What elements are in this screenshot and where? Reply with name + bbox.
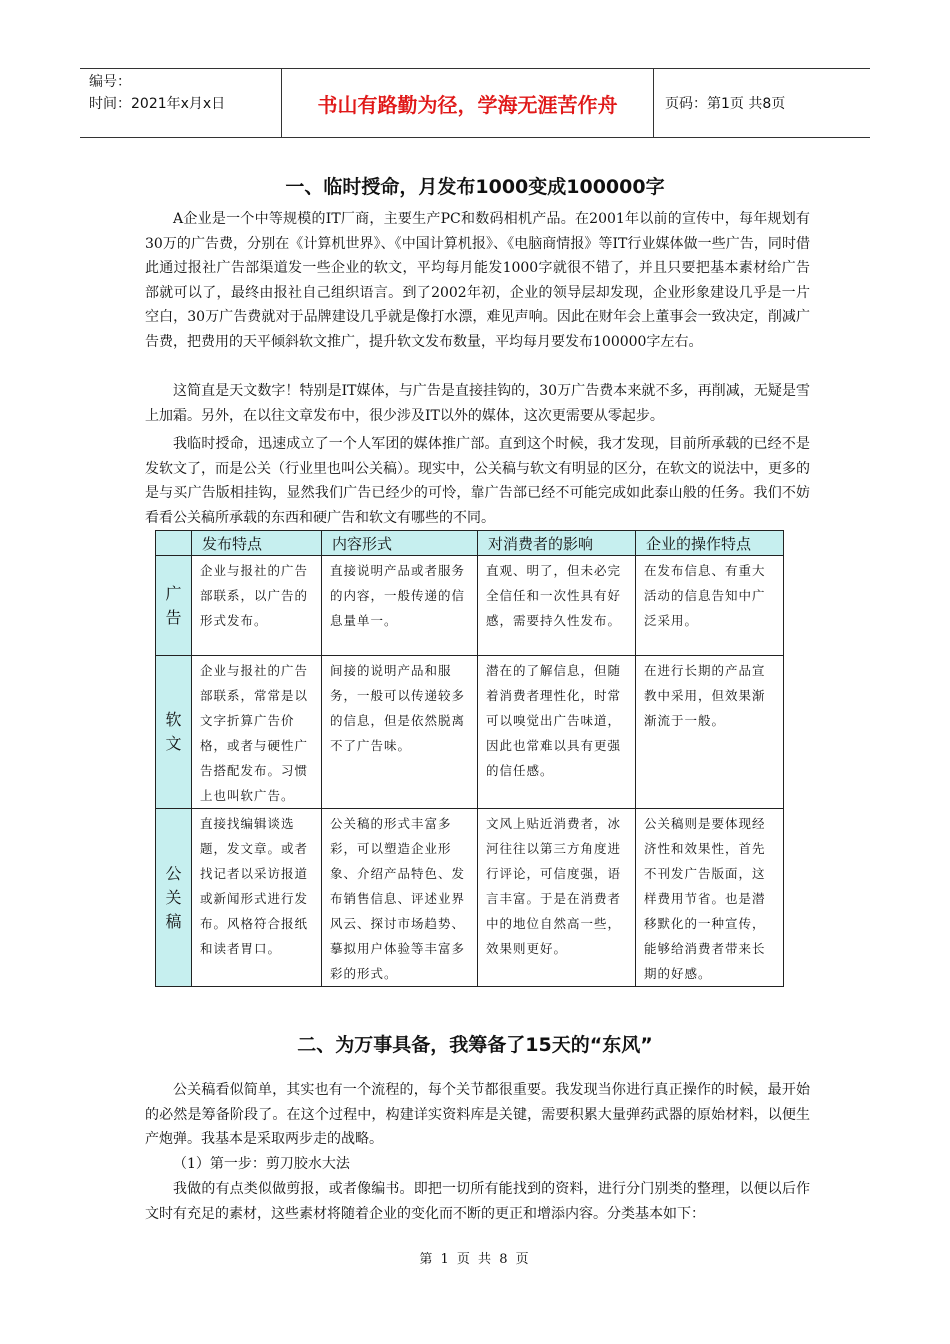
section1-paragraph-2: 这简直是天文数字！特别是IT媒体，与广告是直接挂钩的，30万广告费本来就不多，再削减，无疑是雪上加霜。另外，在以往文章发布中，很少涉及IT以外的媒体，这次更需要从零起步。	[145, 383, 810, 424]
table-cell: 在发布信息、有重大活动的信息告知中广泛采用。	[636, 556, 784, 656]
table-header-cell: 对消费者的影响	[478, 531, 636, 556]
table-header-row	[156, 531, 784, 556]
section1-paragraph-3: 我临时授命，迅速成立了一个人军团的媒体推广部。直到这个时候，我才发现，目前所承载的已经不是发软文了，而是公关（行业里也叫公关稿）。现实中，公关稿与软文有明显的区分，在软文的说法中，更多的是与买广告版相挂钩，显然我们广告已经少的可怜，靠广告部已经不可能完成如此泰山般的任务。我们不妨看看公关稿所承载的东西和硬广告和软文有哪些的不同。	[145, 436, 810, 526]
row-label-ad	[156, 556, 192, 656]
table-cell: 潜在的了解信息，但随着消费者理性化，时常可以嗅觉出广告味道，因此也常难以具有更强的信任感。	[478, 656, 636, 809]
table-corner-cell	[156, 531, 192, 556]
section1-title: 一、临时授命，月发布1000变成100000字	[285, 176, 665, 198]
section2-step-heading: （1）第一步：剪刀胶水大法	[173, 1156, 350, 1172]
header-number-label: 编号：	[89, 74, 131, 90]
table-cell: 企业与报社的广告部联系，常常是以文字折算广告价格，或者与硬性广告搭配发布。习惯上也叫软广告。	[192, 656, 322, 809]
table-cell: 间接的说明产品和服务，一般可以传递较多的信息，但是依然脱离不了广告味。	[322, 656, 478, 809]
table-cell: 直接找编辑谈选题，发文章。或者找记者以采访报道或新闻形式进行发布。风格符合报纸和读者胃口。	[192, 809, 322, 987]
section2-paragraph-2: 我做的有点类似做剪报，或者像编书。即把一切所有能找到的资料，进行分门别类的整理，以便以后作文时有充足的素材，这些素材将随着企业的变化而不断的更正和增添内容。分类基本如下：	[145, 1181, 810, 1222]
table-row	[156, 656, 784, 809]
section2-paragraph-1: 公关稿看似简单，其实也有一个流程的，每个关节都很重要。我发现当你进行真正操作的时候，最开始的必然是筹备阶段了。在这个过程中，构建详实资料库是关键，需要积累大量弹药武器的原始材料，以便生产炮弹。我基本是采取两步走的战略。	[145, 1082, 810, 1147]
table-cell: 公关稿的形式丰富多彩，可以塑造企业形象、介绍产品特色、发布销售信息、评述业界风云、探讨市场趋势、摹拟用户体验等丰富多彩的形式。	[322, 809, 478, 987]
row-label-text: 公关稿	[165, 863, 182, 931]
comparison-table	[155, 530, 784, 987]
table-cell: 公关稿则是要体现经济性和效果性，首先不刊发广告版面，这样费用节省。也是潜移默化的一种宣传，能够给消费者带来长期的好感。	[636, 809, 784, 987]
header-meta	[80, 69, 282, 137]
table-header-cell: 内容形式	[322, 531, 478, 556]
page-footer: 第 1 页 共 8 页	[419, 1252, 531, 1267]
row-label-text: 软文	[165, 710, 182, 753]
page-header	[80, 68, 870, 138]
table-row	[156, 809, 784, 987]
section2-title: 二、为万事具备，我筹备了15天的“东风”	[297, 1034, 653, 1056]
row-label-pr	[156, 809, 192, 987]
table-cell: 文风上贴近消费者，冰河往往以第三方角度进行评论，可信度强，语言丰富。于是在消费者中的地位自然高一些，效果则更好。	[478, 809, 636, 987]
section1-paragraph-1: A企业是一个中等规模的IT厂商，主要生产PC和数码相机产品。在2001年以前的宣传中，每年规划有30万的广告费，分别在《计算机世界》、《中国计算机报》、《电脑商情报》等IT行业媒体做一些广告，同时借此通过报社广告部渠道发一些企业的软文，平均每月能发1000字就很不错了，并且只要把基本素材给广告部就可以了，最终由报社自己组织语言。到了2002年初，企业的领导层却发现，企业形象建设几乎是一片空白，30万广告费就对于品牌建设几乎就是像打水漂，难见声响。因此在财年会上董事会一致决定，削减广告费，把费用的天平倾斜软文推广，提升软文发布数量，平均每月要发布100000字左右。	[145, 211, 810, 350]
table-cell: 直接说明产品或者服务的内容，一般传递的信息量单一。	[322, 556, 478, 656]
table-header-cell: 发布特点	[192, 531, 322, 556]
table-cell: 在进行长期的产品宣教中采用，但效果渐渐流于一般。	[636, 656, 784, 809]
header-motto: 书山有路勤为径，学海无涯苦作舟	[282, 69, 654, 137]
header-time-label: 时间：2021年x月x日	[89, 96, 226, 112]
row-label-text: 广告	[165, 583, 182, 627]
table-header-cell: 企业的操作特点	[636, 531, 784, 556]
header-page-info: 页码：第1页 共8页	[665, 96, 786, 112]
table-row	[156, 556, 784, 656]
table-cell: 直观、明了，但未必完全信任和一次性具有好感，需要持久性发布。	[478, 556, 636, 656]
table-cell: 企业与报社的广告部联系，以广告的形式发布。	[192, 556, 322, 656]
row-label-soft	[156, 656, 192, 809]
